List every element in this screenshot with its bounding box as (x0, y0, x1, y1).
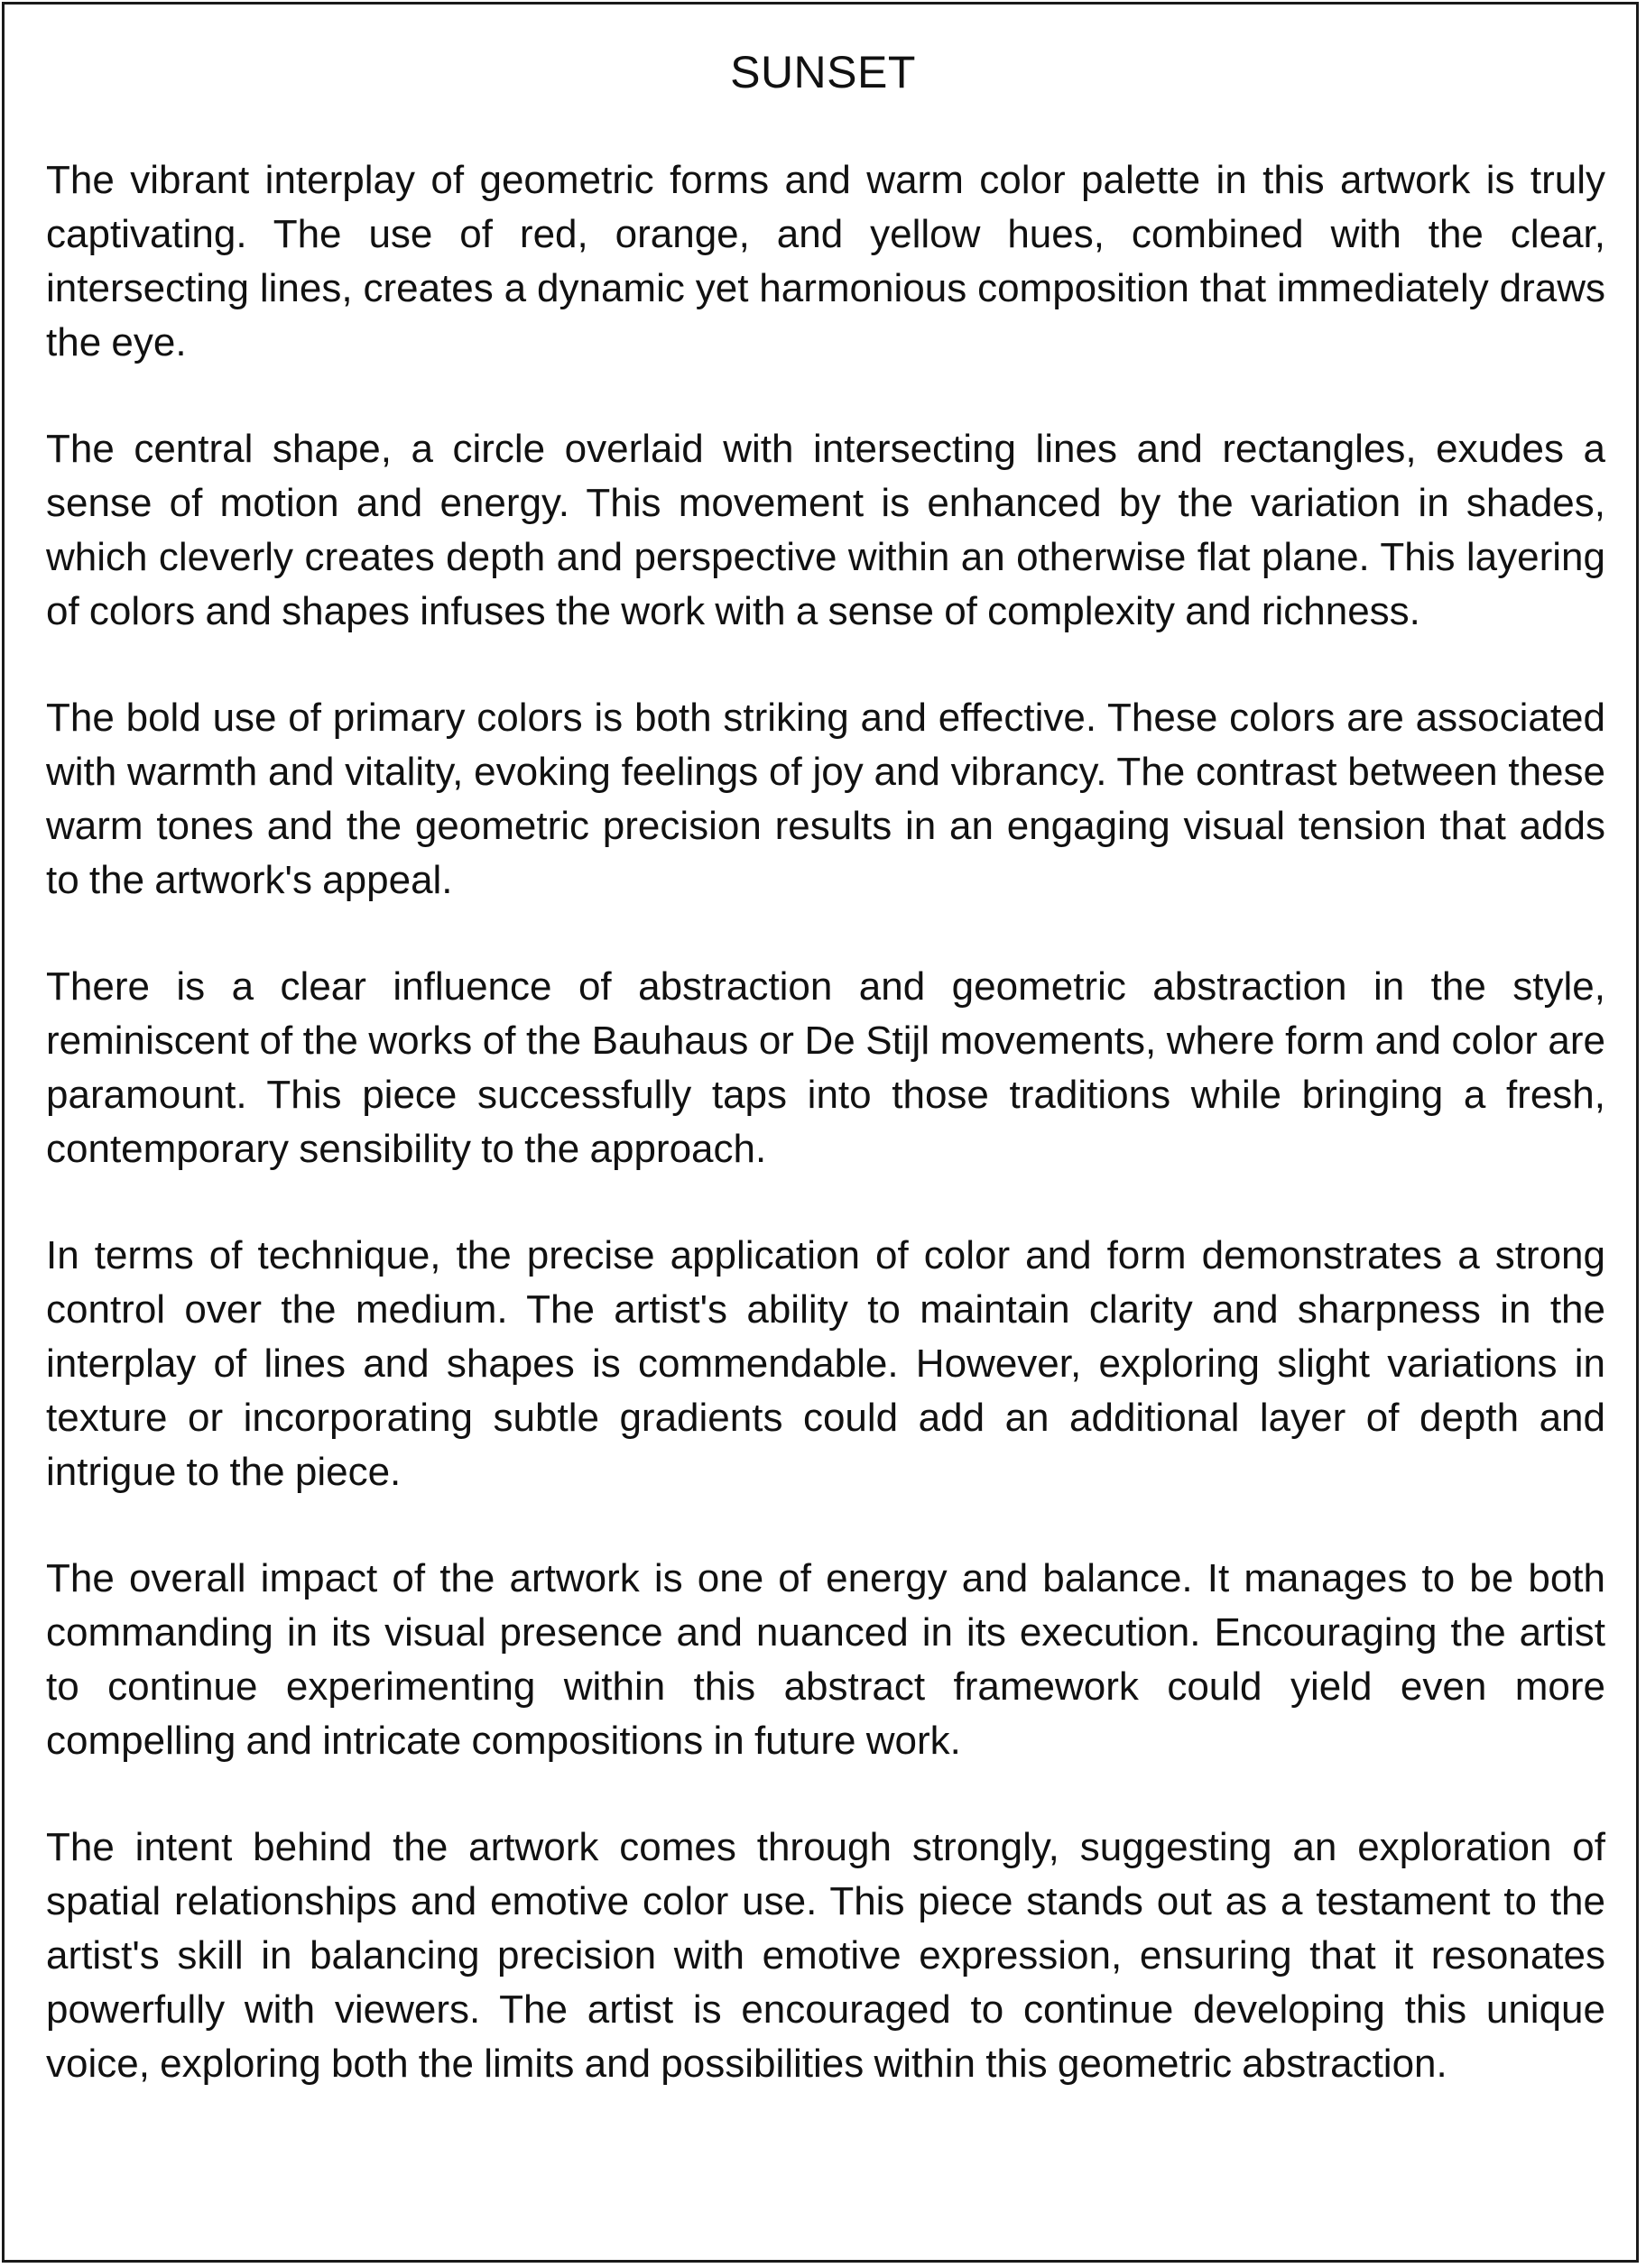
paragraph-4: There is a clear influence of abstraction and geometric abstraction in the style, reminiscent of the works of the Bauhaus or De Stijl movements, where form and color are paramount. This piece successfully taps into those traditions while bringing a fresh, contemporary sensibility to the approach. (46, 964, 1605, 1171)
paragraph-3: The bold use of primary colors is both striking and effective. These colors are associated with warmth and vitality, evoking feelings of joy and vibrancy. The contrast between these warm tones and the geometric precision results in an engaging visual tension that adds to the artwork's appeal. (46, 696, 1605, 902)
paragraph-7: The intent behind the artwork comes through strongly, suggesting an exploration of spatial relationships and emotive color use. This piece stands out as a testament to the artist's skill in balancing precision with emotive expression, ensuring that it resonates powerfully with viewers. The artist is encouraged to continue developing this unique voice, exploring both the limits and possibilities within this geometric abstraction. (46, 1825, 1605, 2086)
paragraph-1: The vibrant interplay of geometric forms and warm color palette in this artwork is truly captivating. The use of red, orange, and yellow hues, combined with the clear, intersecting lines, creates a dynamic yet harmonious composition that immediately draws the eye. (46, 158, 1605, 364)
paragraph-5: In terms of technique, the precise application of color and form demonstrates a strong control over the medium. The artist's ability to maintain clarity and sharpness in the interplay of lines and shapes is commendable. However, exploring slight variations in texture or incorporating subtle gradients could add an additional layer of depth and intrigue to the piece. (46, 1233, 1605, 1494)
document-body (46, 153, 1605, 2144)
paragraph-2: The central shape, a circle overlaid with intersecting lines and rectangles, exudes a sense of motion and energy. This movement is enhanced by the variation in shades, which cleverly creates depth and perspective within an otherwise flat plane. This layering of colors and shapes infuses the work with a sense of complexity and richness. (46, 427, 1605, 633)
document-frame (2, 2, 1639, 2263)
paragraph-6: The overall impact of the artwork is one of energy and balance. It manages to be both commanding in its visual presence and nuanced in its execution. Encouraging the artist to continue experimenting within this abstract framework could yield even more compelling and intricate compositions in future work. (46, 1556, 1605, 1763)
document-title: SUNSET (730, 47, 916, 97)
